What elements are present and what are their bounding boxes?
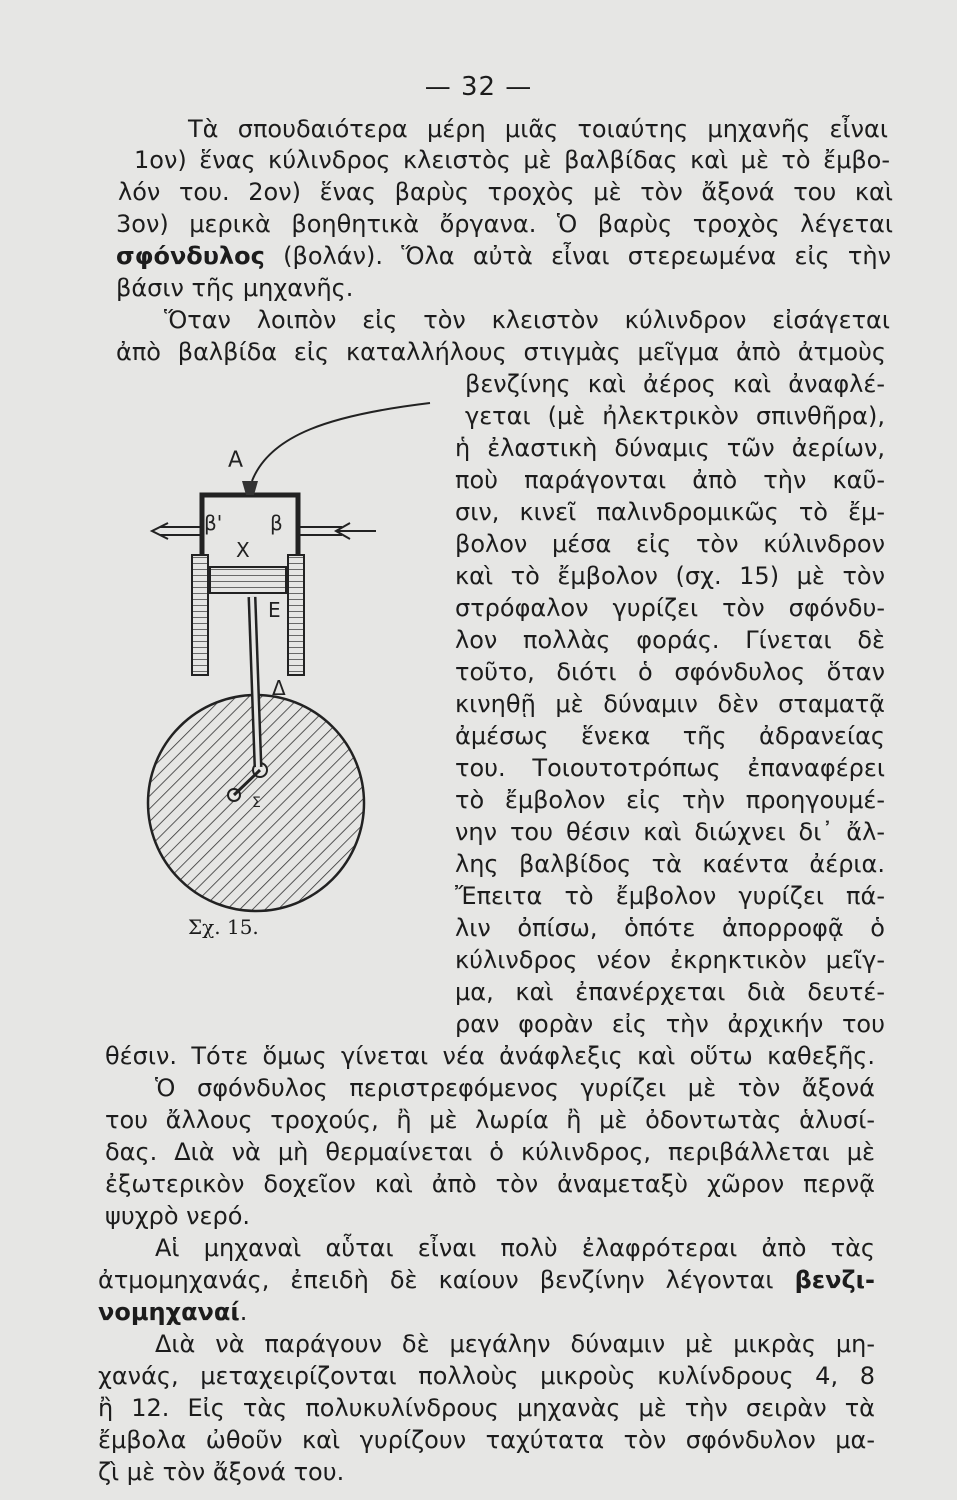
text-line [118, 177, 893, 207]
text-line [455, 881, 885, 911]
cylinder-wall-right [288, 555, 304, 675]
ignition-wire [252, 403, 430, 481]
text-line [455, 977, 885, 1007]
text-line [105, 1169, 875, 1199]
line-text: στρόφαλον γυρίζει τὸν σφόνδυ- [455, 594, 885, 622]
text-line [116, 241, 891, 271]
figure-caption: Σχ. 15. [188, 915, 259, 939]
text-line [455, 561, 885, 591]
text-line [455, 593, 885, 623]
line-text: ἀτμομηχανάς, ἐπειδὴ δὲ καίουν βενζίνην λέγονται [98, 1266, 795, 1294]
text-line [455, 529, 885, 559]
line-text: ἀμέσως ἕνεκα τῆς ἀδρανείας [455, 722, 885, 750]
text-line [98, 1361, 875, 1391]
line-text: λον πολλὰς φοράς. Γίνεται δὲ [455, 626, 885, 654]
label-b: β [270, 511, 283, 535]
line-text: ζὶ μὲ τὸν ἄξονά του. [98, 1458, 345, 1486]
text-line [465, 369, 885, 399]
line-text: 3ον) μερικὰ βοηθητικὰ ὄργανα. Ὁ βαρὺς τροχὸς λέγεται [116, 210, 893, 238]
text-line [134, 145, 890, 175]
label-z: Σ [252, 795, 261, 811]
line-text: ψυχρὸ νερό. [105, 1202, 251, 1230]
line-text: κύλινδρος νέον ἐκρηκτικὸν μεῖγ- [455, 946, 885, 974]
text-line [105, 1105, 875, 1135]
text-line [455, 625, 885, 655]
text-line [155, 1329, 875, 1359]
text-line [98, 1457, 378, 1487]
line-text: μα, καὶ ἐπανέρχεται διὰ δευτέ- [455, 978, 885, 1006]
text-line [188, 114, 888, 144]
engine-diagram [130, 395, 460, 955]
cylinder-wall-left [192, 555, 208, 675]
bold-term: νομηχαναί [98, 1298, 240, 1326]
line-text: βάσιν τῆς μηχανῆς. [116, 274, 354, 302]
line-text: χανάς, μεταχειρίζονται πολλοὺς μικροὺς κυλίνδρους 4, 8 [98, 1362, 875, 1390]
text-line [98, 1425, 875, 1455]
text-line [105, 1041, 875, 1071]
line-text: . [239, 1298, 248, 1326]
page-number: — 32 — [424, 72, 533, 102]
text-line [455, 657, 885, 687]
text-line [455, 913, 885, 943]
line-text: 1ον) ἕνας κύλινδρος κλειστὸς μὲ βαλβίδας καὶ μὲ τὸ ἔμβο- [134, 146, 890, 174]
text-line [116, 209, 893, 239]
text-line [116, 273, 396, 303]
text-line [455, 785, 885, 815]
label-delta: Δ [272, 676, 286, 700]
line-text: Διὰ νὰ παράγουν δὲ μεγάλην δύναμιν μὲ μικρὰς μη- [155, 1330, 875, 1358]
line-text: Τὰ σπουδαιότερα μέρη μιᾶς τοιαύτης μηχανῆς εἶναι [188, 115, 888, 143]
text-line [465, 401, 885, 431]
line-text: Ὁ σφόνδυλος περιστρεφόμενος γυρίζει μὲ τὸν ἄξονά [155, 1074, 875, 1102]
line-text: κινηθῇ μὲ δύναμιν δὲν σταματᾷ [455, 690, 885, 718]
text-line [98, 1393, 875, 1423]
text-line [455, 497, 885, 527]
line-text: ραν φορὰν εἰς τὴν ἀρχικήν του [455, 1010, 885, 1038]
text-line [455, 849, 885, 879]
line-text: του. Τοιουτοτρόπως ἐπαναφέρει [455, 754, 885, 782]
line-text: σιν, κινεῖ παλινδρομικῶς τὸ ἔμ- [455, 498, 885, 526]
line-text: ποὺ παράγονται ἀπὸ τὴν καῦ- [455, 466, 885, 494]
line-text: τὸ ἔμβολον εἰς τὴν προηγουμέ- [455, 786, 885, 814]
line-text: ἡ ἐλαστικὴ δύναμις τῶν ἀερίων, [455, 434, 885, 462]
text-line [455, 817, 885, 847]
text-line [455, 433, 885, 463]
label-E: Ε [268, 598, 281, 622]
text-line [116, 337, 886, 367]
line-text: Αἱ μηχαναὶ αὗται εἶναι πολὺ ἐλαφρότεραι ἀπὸ τὰς [155, 1234, 875, 1262]
line-text: λόν του. 2ον) ἕνας βαρὺς τροχὸς μὲ τὸν ἄξονά του καὶ [118, 178, 893, 206]
line-text: ἀπὸ βαλβίδα εἰς καταλλήλους στιγμὰς μεῖγμα ἀπὸ ἀτμοὺς [116, 338, 886, 366]
line-text: λιν ὀπίσω, ὁπότε ἀπορροφᾷ ὁ [455, 914, 885, 942]
text-line [455, 689, 885, 719]
text-line [98, 1297, 258, 1327]
line-text: γεται (μὲ ἠλεκτρικὸν σπινθῆρα), [465, 402, 885, 430]
line-text: βολον μέσα εἰς τὸν κύλινδρον [455, 530, 885, 558]
piston [210, 567, 286, 593]
line-text: Ὅταν λοιπὸν εἰς τὸν κλειστὸν κύλινδρον εἰσάγεται [164, 306, 890, 334]
line-text: Ἔπειτα τὸ ἔμβολον γυρίζει πά- [455, 882, 885, 910]
text-line [155, 1073, 875, 1103]
line-text: λης βαλβίδος τὰ καέντα ἀέρια. [455, 850, 885, 878]
label-x: Χ [236, 538, 250, 562]
line-text: του ἄλλους τροχούς, ἢ μὲ λωρία ἢ μὲ ὀδοντωτὰς ἁλυσί- [105, 1106, 875, 1134]
text-line [155, 1233, 875, 1263]
bold-term: βενζι- [794, 1266, 875, 1294]
text-line [105, 1201, 275, 1231]
line-text: βενζίνης καὶ ἀέρος καὶ ἀναφλέ- [465, 370, 885, 398]
label-b-prime: β' [204, 511, 223, 535]
line-text: ἔμβολα ὠθοῦν καὶ γυρίζουν ταχύτατα τὸν σφόνδυλον μα- [98, 1426, 875, 1454]
text-line [164, 305, 890, 335]
line-text: ἢ 12. Εἰς τὰς πολυκυλίνδρους μηχανὰς μὲ τὴν σειρὰν τὰ [98, 1394, 875, 1422]
line-text: (βολάν). Ὅλα αὐτὰ εἶναι στερεωμένα εἰς τὴν [264, 242, 891, 270]
line-text: δας. Διὰ νὰ μὴ θερμαίνεται ὁ κύλινδρος, περιβάλλεται μὲ [105, 1138, 875, 1166]
line-text: τοῦτο, διότι ὁ σφόνδυλος ὅταν [455, 658, 885, 686]
text-line [455, 945, 885, 975]
text-line [455, 721, 885, 751]
text-line [455, 753, 885, 783]
text-line [105, 1137, 875, 1167]
line-text: νην του θέσιν καὶ διώχνει δι᾽ ἄλ- [455, 818, 885, 846]
line-text: καὶ τὸ ἔμβολον (σχ. 15) μὲ τὸν [455, 562, 885, 590]
text-line [98, 1265, 875, 1295]
text-line [455, 1009, 885, 1039]
line-text: θέσιν. Τότε ὅμως γίνεται νέα ἀνάφλεξις καὶ οὕτω καθεξῆς. [105, 1042, 875, 1070]
label-A: Α [228, 448, 244, 473]
bold-term: σφόνδυλος [116, 242, 265, 270]
text-line [455, 465, 885, 495]
line-text: ἐξωτερικὸν δοχεῖον καὶ ἀπὸ τὸν ἀναμεταξὺ χῶρον περνᾷ [105, 1170, 875, 1198]
